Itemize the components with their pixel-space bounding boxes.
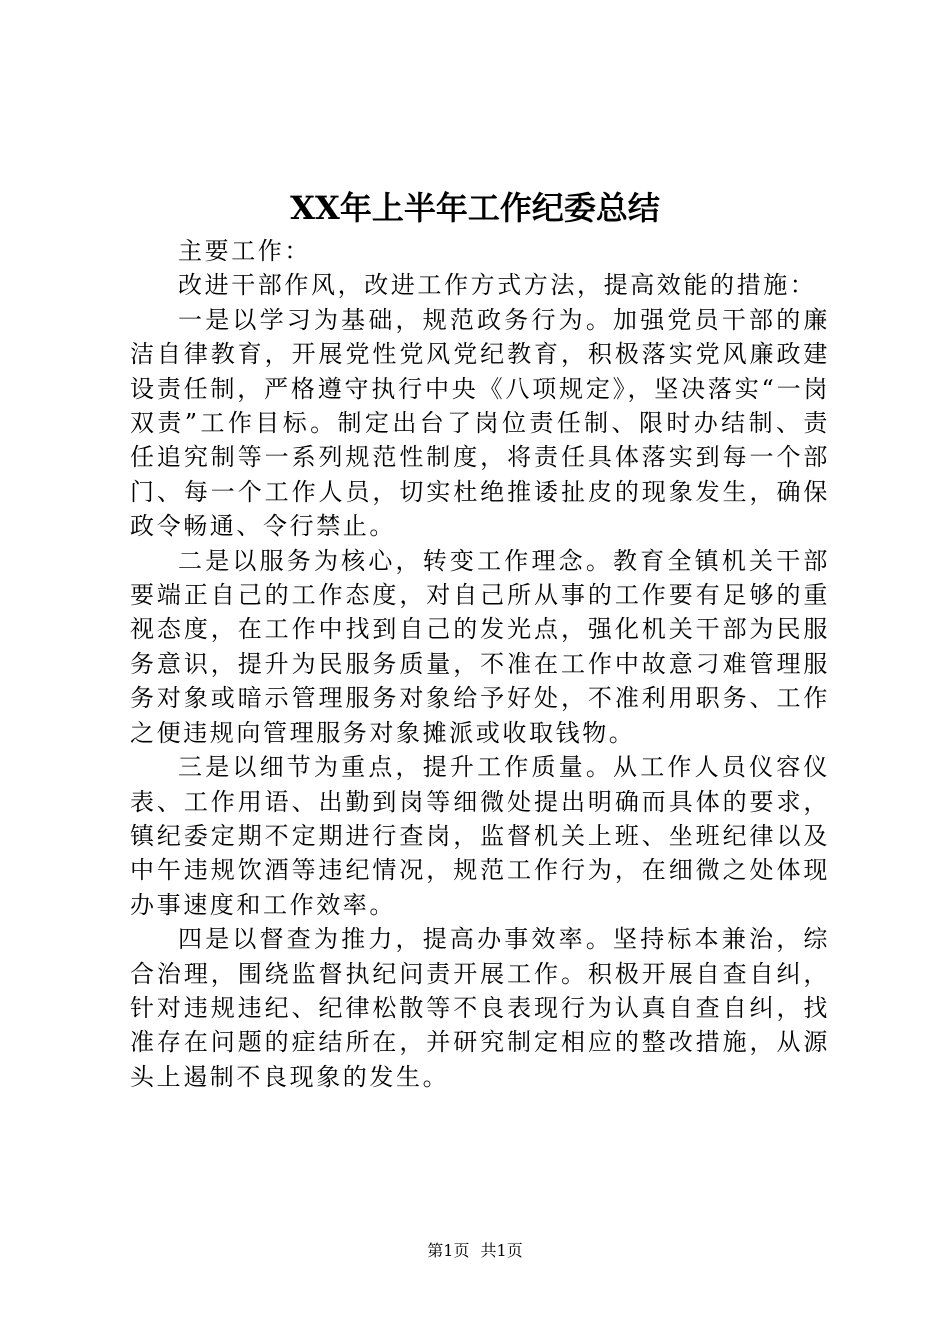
paragraph-item-3: 三是以细节为重点，提升工作质量。从工作人员仪容仪表、工作用语、出勤到岗等细微处提出明确而具体的要求，镇纪委定期不定期进行查岗，监督机关上班、坐班纪律以及中午违规饮酒等违纪情况，规范工作行为，在细微之处体现办事速度和工作效率。 <box>130 753 830 919</box>
paragraph-item-1: 一是以学习为基础，规范政务行为。加强党员干部的廉洁自律教育，开展党性党风党纪教育，积极落实党风廉政建设责任制，严格遵守执行中央《八项规定》，坚决落实“一岗双责”工作目标。制定出台了岗位责任制、限时办结制、责任追究制等一系列规范性制度，将责任具体落实到每一个部门、每一个工作人员，切实杜绝推诿扯皮的现象发生，确保政令畅通、令行禁止。 <box>130 305 830 541</box>
paragraph-measures-intro: 改进干部作风，改进工作方式方法，提高效能的措施： <box>178 271 817 300</box>
paragraph-heading: 主要工作： <box>178 237 311 265</box>
document-title: XX年上半年工作纪委总结 <box>290 189 660 227</box>
page-number-total: 共1页 <box>480 1241 523 1260</box>
paragraph-item-2: 二是以服务为核心，转变工作理念。教育全镇机关干部要端正自己的工作态度，对自己所从事的工作要有足够的重视态度，在工作中找到自己的发光点，强化机关干部为民服务意识，提升为民服务质量，不准在工作中故意刁难管理服务对象或暗示管理服务对象给予好处，不准利用职务、工作之便违规向管理服务对象摊派或收取钱物。 <box>130 546 830 747</box>
document-body <box>130 234 830 1094</box>
page-footer <box>0 1240 950 1262</box>
paragraph-item-4: 四是以督查为推力，提高办事效率。坚持标本兼治，综合治理，围绕监督执纪问责开展工作。积极开展自查自纠，针对违规违纪、纪律松散等不良表现行为认真自查自纠，找准存在问题的症结所在，并研究制定相应的整改措施，从源头上遏制不良现象的发生。 <box>130 925 830 1091</box>
page-number-current: 第1页 <box>427 1241 470 1260</box>
